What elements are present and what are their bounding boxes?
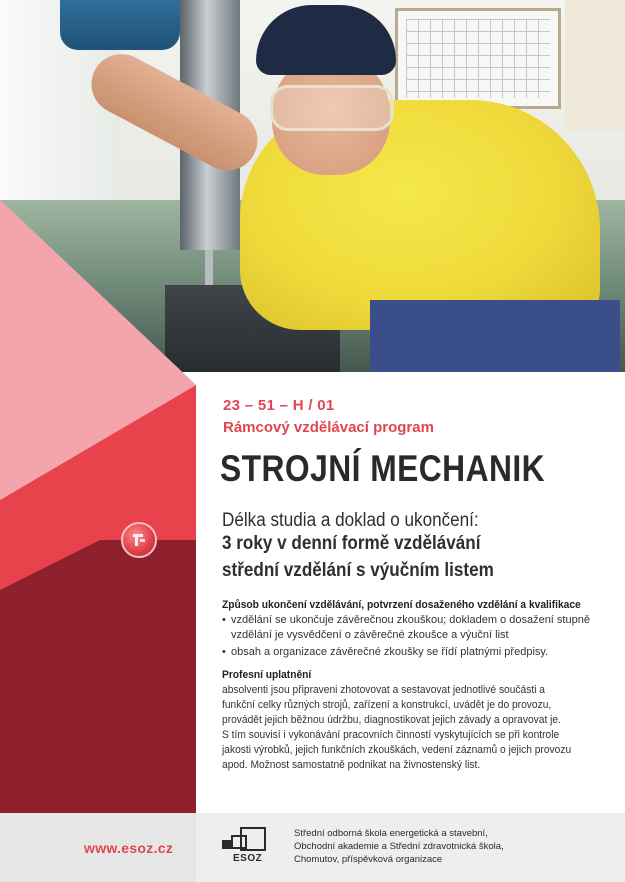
career-heading: Profesní uplatnění — [222, 669, 312, 681]
program-code: 23 – 51 – H / 01 — [223, 397, 335, 414]
school-line: Obchodní akademie a Střední zdravotnická škola, — [294, 841, 504, 852]
school-line: Chomutov, příspěvková organizace — [294, 854, 443, 865]
list-item: • vzdělání se ukončuje závěrečnou zkouškou; dokladem o dosažení stupně vzdělání je vysvědčení o závěrečné zkoušce a výuční list — [222, 613, 591, 643]
website-link[interactable]: www.esoz.cz — [84, 840, 174, 856]
career-section — [222, 668, 622, 773]
career-line: jakosti výrobků, jejich funkčních zkouškách, vedení záznamů o jejich provozu — [222, 744, 572, 756]
career-line: absolventi jsou připraveni zhotovovat a sestavovat jednotlivé součásti a — [222, 684, 546, 696]
school-line: Střední odborná škola energetická a stavební, — [294, 828, 488, 839]
career-line: funkční celky různých strojů, zařízení a konstrukcí, uvádět je do provozu, — [222, 699, 552, 711]
logo-text: ESOZ — [233, 853, 263, 864]
study-subtitle: Délka studia a doklad o ukončení: — [222, 510, 479, 531]
study-duration: 3 roky v denní formě vzdělávání — [222, 533, 481, 554]
career-line: apod. Možnost samostatně podnikat na živnostenský list. — [222, 759, 481, 771]
program-type: Rámcový vzdělávací program — [223, 419, 434, 436]
career-text — [222, 683, 622, 773]
school-name — [294, 827, 504, 866]
career-line: provádět jejich běžnou údržbu, diagnostikovat jejich závady a opravovat je. — [222, 714, 561, 726]
career-line: S tím souvisí i vykonávání pracovních činností vyskytujících se při kontrole — [222, 729, 560, 741]
completion-heading: Způsob ukončení vzdělávání, potvrzení dosaženého vzdělání a kvalifikace — [222, 599, 581, 611]
completion-list — [222, 613, 622, 660]
completion-section — [222, 598, 622, 660]
study-level: střední vzdělání s výučním listem — [222, 560, 494, 581]
list-item: • obsah a organizace závěrečné zkoušky se řídí platnými předpisy. — [222, 645, 622, 660]
caliper-icon — [121, 522, 157, 558]
page-title: STROJNÍ MECHANIK — [220, 448, 546, 489]
